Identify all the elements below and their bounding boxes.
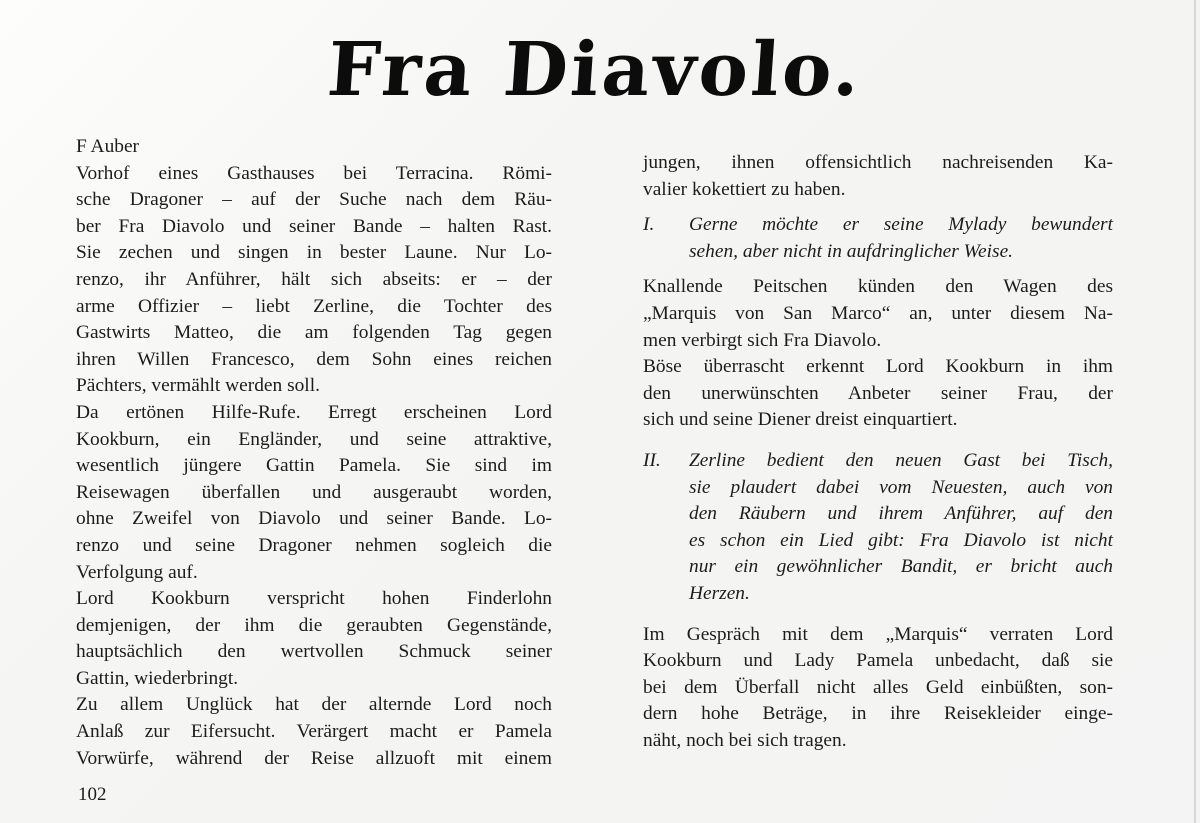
text-line: Vorwürfe, während der Reise allzuoft mit einem [76, 747, 552, 769]
text-line: valier kokettiert zu haben. [643, 178, 846, 200]
text-line: ber Fra Diavolo und seiner Bande – halten Rast. [76, 215, 552, 237]
text-line: Anlaß zur Eifersucht. Verärgert macht er Pamela [76, 721, 552, 743]
text-line: Kookburn und Lady Pamela unbedacht, daß sie [643, 650, 1113, 672]
text-line: ihren Willen Francesco, dem Sohn eines reichen [76, 348, 552, 370]
verse-number: II. [643, 449, 661, 471]
verse [643, 212, 1113, 265]
text-line: Vorhof eines Gasthauses bei Terracina. Römi- [76, 162, 552, 184]
verse-number: I. [643, 214, 655, 236]
text-line: sche Dragoner – auf der Suche nach dem Räu- [76, 189, 552, 211]
verse-text [689, 212, 1113, 265]
text-line: den Räubern und ihrem Anführer, auf den [689, 503, 1113, 525]
paragraph [643, 622, 1113, 755]
text-line: ohne Zweifel von Diavolo und seiner Bande. Lo- [76, 508, 552, 530]
page-edge [1194, 0, 1196, 823]
verse [643, 448, 1113, 608]
text-line: jungen, ihnen offensichtlich nachreisenden Ka- [643, 152, 1113, 173]
text-line: Pächters, vermählt werden soll. [76, 375, 320, 397]
text-line: demjenigen, der ihm die geraubten Gegenstände, [76, 614, 552, 636]
paragraph [643, 150, 1113, 203]
text-line: Gattin, wiederbringt. [76, 667, 239, 689]
text-line: bei dem Überfall nicht alles Geld einbüßten, son- [643, 676, 1113, 698]
spacer [643, 608, 1113, 622]
paragraph [76, 161, 552, 400]
right-column [643, 150, 1113, 754]
text-line: renzo, ihr Anführer, hält sich abseits: er – der [76, 268, 552, 290]
paragraph [76, 586, 552, 692]
text-line: Zu allem Unglück hat der alternde Lord noch [76, 694, 552, 716]
text-line: hauptsächlich den wertvollen Schmuck seiner [76, 641, 552, 663]
paragraph [76, 400, 552, 586]
page-number: 102 [78, 784, 107, 805]
page-title: Fra Diavolo. [324, 27, 866, 113]
text-line: Reisewagen überfallen und ausgeraubt worden, [76, 481, 552, 503]
text-line: renzo und seine Dragoner nehmen sogleich die [76, 534, 552, 556]
text-line: Herzen. [689, 582, 750, 604]
text-line: Lord Kookburn verspricht hohen Finderlohn [76, 588, 552, 610]
text-line: wesentlich jüngere Gattin Pamela. Sie sind im [76, 455, 552, 477]
text-line: nur ein gewöhnlicher Bandit, er bricht auch [689, 556, 1113, 578]
spacer [643, 434, 1113, 448]
text-line: arme Offizier – liebt Zerline, die Tochter des [76, 295, 552, 317]
text-line: men verbirgt sich Fra Diavolo. [643, 329, 882, 351]
left-column [76, 134, 552, 772]
text-line: Sie zechen und singen in bester Laune. Nur Lo- [76, 242, 552, 264]
text-line: „Marquis von San Marco“ an, unter diesem Na- [643, 302, 1113, 324]
text-line: Verfolgung auf. [76, 561, 198, 583]
text-line: dern hohe Beträge, in ihre Reisekleider einge- [643, 703, 1113, 725]
text-line: den unerwünschten Anbeter seiner Frau, der [643, 382, 1113, 404]
spacer [643, 265, 1113, 274]
text-line: Böse überrascht erkennt Lord Kookburn in ihm [643, 356, 1113, 378]
text-line: Da ertönen Hilfe-Rufe. Erregt erscheinen Lord [76, 401, 552, 423]
text-line: Kookburn, ein Engländer, und seine attraktive, [76, 428, 552, 450]
spacer [643, 203, 1113, 212]
text-line: Zerline bedient den neuen Gast bei Tisch, [689, 449, 1113, 471]
text-line: näht, noch bei sich tragen. [643, 729, 847, 751]
verse-text [689, 448, 1113, 608]
text-line: sie plaudert dabei vom Neuesten, auch von [689, 476, 1113, 498]
text-line: es schon ein Lied gibt: Fra Diavolo ist nicht [689, 529, 1113, 551]
text-line: Gastwirts Matteo, die am folgenden Tag gegen [76, 322, 552, 344]
text-line: Im Gespräch mit dem „Marquis“ verraten Lord [643, 623, 1113, 645]
text-line: Gerne möchte er seine Mylady bewundert [689, 214, 1113, 236]
paragraph [643, 274, 1113, 354]
composer: F Auber [76, 136, 140, 157]
paragraph [76, 692, 552, 772]
text-line: Knallende Peitschen künden den Wagen des [643, 276, 1113, 298]
paragraph [643, 354, 1113, 434]
text-line: sehen, aber nicht in aufdringlicher Weise. [689, 240, 1014, 262]
text-line: sich und seine Diener dreist einquartiert. [643, 409, 958, 431]
